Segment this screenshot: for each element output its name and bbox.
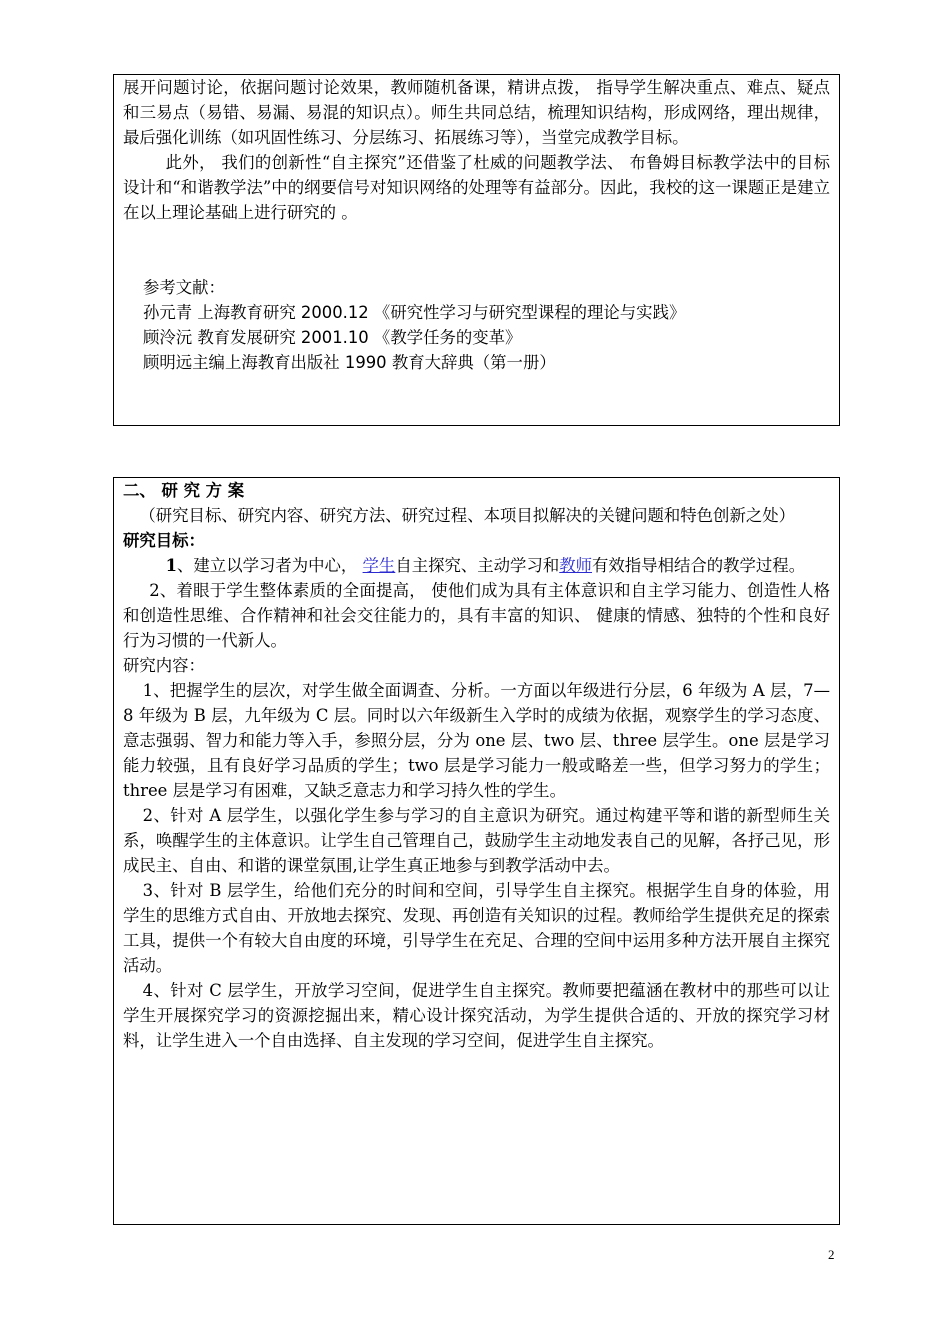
research-content-3: 3、针对 B 层学生，给他们充分的时间和空间，引导学生自主探究。根据学生自身的体验，用学生的思维方式自由、开放地去探究、发现、再创造有关知识的过程。教师给学生提供充足的探索工具，提供一个有较大自由度的环境，引导学生在充足、合理的空间中运用多种方法开展自主探究活动。: [123, 881, 830, 975]
research-goal-1: [123, 553, 830, 578]
reference-item: 孙元青 上海教育研究 2000.12 《研究性学习与研究型课程的理论与实践》: [143, 303, 686, 322]
reference-item: 顾明远主编上海教育出版社 1990 教育大辞典（第一册）: [143, 353, 556, 372]
background-paragraph-2: 此外， 我们的创新性“自主探究”还借鉴了杜威的问题教学法、 布鲁姆目标教学法中的目标设计和“和谐教学法”中的纲要信号对知识网络的处理等有益部分。因此，我校的这一课题正是建立在以上理论基础上进行研究的 。: [123, 153, 830, 222]
research-goal-2: 2、着眼于学生整体素质的全面提高， 使他们成为具有主体意识和自主学习能力、创造性人格和创造性思维、合作精神和社会交往能力的，具有丰富的知识、 健康的情感、独特的个性和良好行为习惯的一代新人。: [123, 581, 830, 650]
background-section-box: [113, 74, 840, 426]
goal-text: 自主探究、主动学习和: [395, 556, 560, 575]
student-link[interactable]: 学生: [362, 556, 396, 575]
goal-text: 有效指导相结合的教学过程。: [592, 556, 806, 575]
page-number: 2: [828, 1247, 835, 1262]
research-plan-section-box: [113, 477, 840, 1225]
research-goal-title: 研究目标：: [123, 531, 205, 550]
research-content-1: 1、把握学生的层次，对学生做全面调查、分析。一方面以年级进行分层，6 年级为 A 层，7—8 年级为 B 层，九年级为 C 层。同时以六年级新生入学时的成绩为依据，观察学生的学习态度、意志强弱、智力和能力等入手，参照分层，分为 one 层、two 层、three 层学生。one 层是学习能力较强，且有良好学习品质的学生；two 层是学习能力一般或略差一些，但学习努力的学生；three 层是学习有困难，又缺乏意志力和学习持久性的学生。: [123, 681, 830, 800]
goal-text: 、建立以学习者为中心，: [177, 556, 363, 575]
goal-number: 1: [165, 556, 178, 575]
research-content-title: 研究内容：: [123, 656, 205, 675]
research-content-2: 2、针对 A 层学生，以强化学生参与学习的自主意识为研究。通过构建平等和谐的新型师生关系，唤醒学生的主体意识。让学生自己管理自己，鼓励学生主动地发表自己的见解，各抒己见，形成民主、自由、和谐的课堂氛围,让学生真正地参与到教学活动中去。: [123, 806, 830, 875]
background-paragraph-1: 展开问题讨论，依据问题讨论效果，教师随机备课，精讲点拨， 指导学生解决重点、难点、疑点和三易点（易错、易漏、易混的知识点）。师生共同总结，梳理知识结构，形成网络，理出规律，最后强化训练（如巩固性练习、分层练习、拓展练习等），当堂完成教学目标。: [123, 78, 830, 147]
section-heading: 二、 研 究 方 案: [123, 481, 245, 500]
teacher-link[interactable]: 教师: [559, 556, 593, 575]
spacer: [123, 225, 830, 275]
research-content-4: 4、针对 C 层学生，开放学习空间，促进学生自主探究。教师要把蕴涵在教材中的那些可以让学生开展探究学习的资源挖掘出来，精心设计探究活动，为学生提供合适的、开放的探究学习材料，让学生进入一个自由选择、自主发现的学习空间，促进学生自主探究。: [123, 981, 830, 1050]
reference-item: 顾泠沅 教育发展研究 2001.10 《教学任务的变革》: [143, 328, 522, 347]
section-subtitle: （研究目标、研究内容、研究方法、研究过程、本项目拟解决的关键问题和特色创新之处）: [139, 506, 796, 525]
references-title: 参考文献：: [143, 278, 225, 297]
